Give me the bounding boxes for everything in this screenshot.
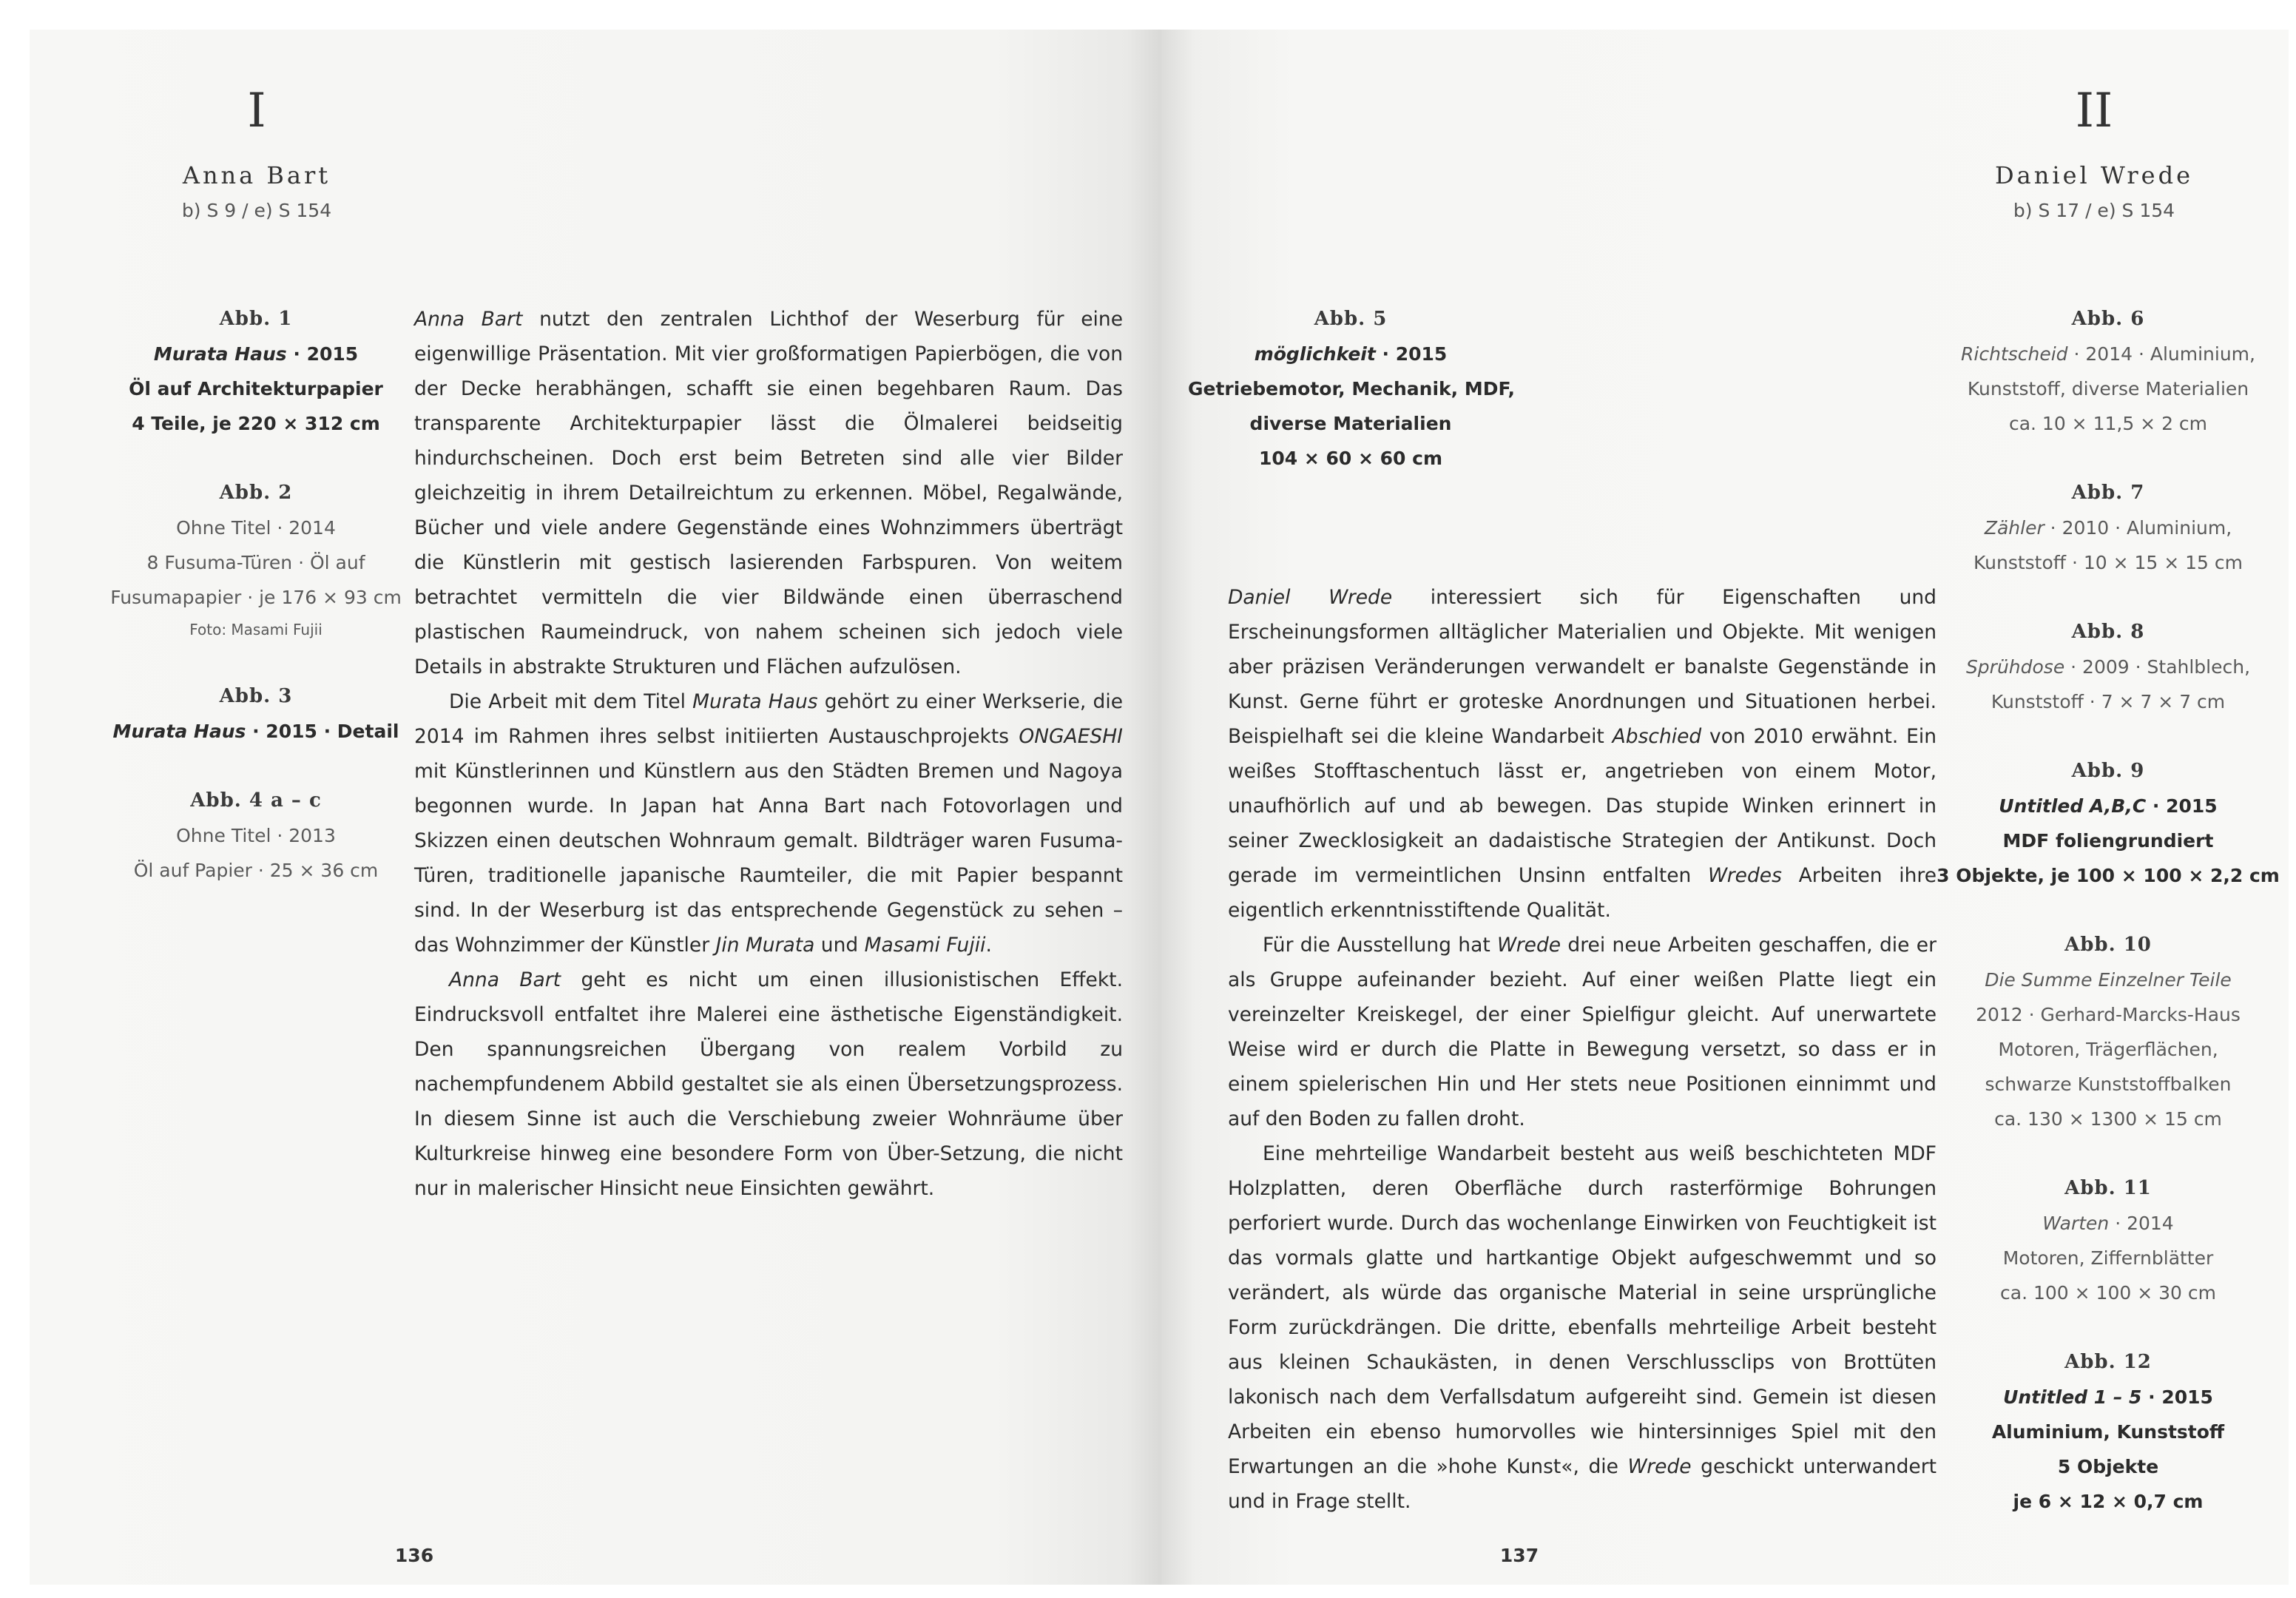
page-reference: b) S 9 / e) S 154: [181, 200, 332, 221]
caption-column: [93, 302, 419, 888]
artist-name: Anna Bart: [182, 161, 331, 189]
caption-line: Murata Haus · 2015 · Detail: [112, 721, 399, 742]
right-page: [1161, 30, 2289, 1585]
caption-spacer: [93, 644, 419, 679]
caption-work-title: Die Summe Einzelner Teile: [1985, 969, 2232, 991]
caption-line: ca. 100 × 100 × 30 cm: [2000, 1282, 2216, 1304]
chapter-numeral: II: [2075, 84, 2113, 138]
caption-line: Murata Haus · 2015: [153, 343, 359, 365]
caption-line: MDF foliengrundiert: [2002, 830, 2214, 852]
caption-title: Abb. 6: [2071, 308, 2145, 330]
caption-title: Abb. 4 a – c: [190, 789, 322, 812]
caption-work-title: Untitled 1 – 5: [2003, 1386, 2142, 1408]
caption-work-title: Murata Haus: [112, 721, 246, 742]
caption-title: Abb. 11: [2064, 1177, 2152, 1199]
caption-line: Getriebemotor, Mechanik, MDF,: [1188, 378, 1516, 400]
caption-line: Kunststoff · 10 × 15 × 15 cm: [1973, 552, 2243, 573]
italic-text: Daniel Wrede: [1228, 586, 1393, 609]
italic-text: Masami Fujii: [864, 934, 986, 957]
caption-title: Abb. 2: [219, 482, 293, 504]
caption-line: Warten · 2014: [2042, 1213, 2174, 1234]
caption-line: Motoren, Trägerflächen,: [1998, 1039, 2218, 1060]
caption-line: ca. 130 × 1300 × 15 cm: [1994, 1108, 2222, 1130]
caption-line: Ohne Titel · 2013: [176, 825, 336, 846]
caption-line: Motoren, Ziffernblätter: [2002, 1247, 2214, 1269]
caption-line: möglichkeit · 2015: [1254, 343, 1448, 365]
caption-line: Öl auf Papier · 25 × 36 cm: [133, 860, 379, 881]
page-number: 137: [1499, 1545, 1539, 1566]
paragraph: Daniel Wrede interessiert sich für Eigenschaften und Erscheinungsformen alltäglicher Materialien und Objekte. Mit wenigen aber präzisen Veränderungen verwandelt er banalste Gegenstände in Kunst. Gerne führt er groteske Anordnungen und Situationen herbei. Beispielhaft sei die kleine Wandarbeit Abschied von 2010 erwähnt. Ein weißes Stofftaschentuch lässt er, angetrieben von einem Motor, unaufhörlich auf und ab bewegen. Das stupide Winken erinnert in seiner Zwecklosigkeit an dadaistische Strategien der Antikunst. Doch gerade im vermeintlichen Unsinn entfalten Wredes Arbeiten ihre eigentlich erkenntnisstiftende Qualität.: [1228, 586, 1937, 922]
caption-spacer: [1931, 893, 2286, 928]
caption-title: Abb. 5: [1314, 308, 1388, 330]
italic-text: Wredes: [1708, 864, 1782, 887]
figure-caption: [1931, 754, 2286, 893]
caption-line: Foto: Masami Fujii: [189, 621, 323, 638]
caption-title: Abb. 10: [2064, 934, 2152, 956]
caption-spacer: [1931, 1310, 2286, 1345]
caption-line: Ohne Titel · 2014: [176, 517, 336, 539]
caption-line: Untitled A,B,C · 2015: [1999, 795, 2218, 817]
italic-text: Anna Bart: [449, 968, 561, 991]
caption-line: 8 Fusuma-Türen · Öl auf: [146, 552, 365, 573]
page-reference: b) S 17 / e) S 154: [2013, 200, 2175, 221]
figure-caption: [93, 476, 419, 644]
caption-line: Sprühdose · 2009 · Stahlblech,: [1965, 656, 2251, 678]
caption-spacer: [1931, 441, 2286, 476]
paragraph: Anna Bart geht es nicht um einen illusionistischen Effekt. Eindrucksvoll entfaltet ihre Malerei eine ästhetische Eigenständigkeit. Den spannungsreichen Übergang von realem Vorbild zu nachempfundenem Abbild gestaltet sie als einen Übersetzungsprozess. In diesem Sinne ist auch die Verschiebung zweier Wohnräume über Kulturkreise hinweg eine besondere Form von Über-Setzung, die nicht nur in malerischer Hinsicht neue Einsichten gewährt.: [414, 968, 1123, 1200]
caption-title: Abb. 12: [2064, 1351, 2152, 1373]
artist-name: Daniel Wrede: [1994, 161, 2194, 189]
figure-caption: [1931, 476, 2286, 580]
italic-text: Murata Haus: [692, 690, 818, 713]
caption-work-title: Richtscheid: [1961, 343, 2068, 365]
italic-text: Jin Murata: [715, 934, 815, 957]
caption-work-title: Murata Haus: [153, 343, 287, 365]
caption-line: Öl auf Architekturpapier: [129, 378, 383, 400]
figure-caption: [93, 783, 419, 888]
caption-title: Abb. 7: [2071, 482, 2145, 504]
caption-title: Abb. 1: [219, 308, 293, 330]
figure-caption: [1931, 1171, 2286, 1310]
caption-line: Kunststoff · 7 × 7 × 7 cm: [1991, 691, 2226, 712]
caption-line: diverse Materialien: [1249, 413, 1452, 434]
caption-work-title: Zähler: [1984, 517, 2045, 539]
paragraph: Eine mehrteilige Wandarbeit besteht aus weiß beschichteten MDF Holzplatten, deren Oberfläche durch rasterförmige Bohrungen perforiert wurde. Durch das wochenlange Einwirken von Feuchtigkeit ist das vormals glatte und hartkantige Objekt aufgeschwemmt und so verändert, als würde das organische Material in seine ursprüngliche Form zurückdrängen. Die dritte, ebenfalls mehrteilige Arbeit besteht aus kleinen Schaukästen, in denen Verschlussclips von Brottüten lakonisch nach dem Verfallsdatum aufgereiht sind. Gemein ist diesen Arbeiten ein ebenso humorvolles wie hintersinniges Spiel mit den Erwartungen an die »hohe Kunst«, die Wrede geschickt unterwandert und in Frage stellt.: [1228, 1142, 1937, 1513]
caption-line: Aluminium, Kunststoff: [1991, 1421, 2225, 1443]
caption-line: Richtscheid · 2014 · Aluminium,: [1961, 343, 2255, 365]
caption-column: [1931, 302, 2286, 1519]
caption-line: Kunststoff, diverse Materialien: [1967, 378, 2249, 400]
figure-caption: [93, 302, 419, 441]
chapter-numeral: I: [247, 84, 266, 138]
caption-work-title: Warten: [2042, 1213, 2110, 1234]
italic-text: Anna Bart: [414, 308, 523, 331]
left-page: [30, 30, 1161, 1585]
caption-line: Fusumapapier · je 176 × 93 cm: [110, 587, 402, 608]
italic-text: Abschied: [1612, 725, 1702, 748]
caption-line: Zähler · 2010 · Aluminium,: [1984, 517, 2232, 539]
caption-line: 3 Objekte, je 100 × 100 × 2,2 cm: [1937, 865, 2280, 886]
body-text: [1228, 580, 1937, 1519]
figure-caption: [1931, 302, 2286, 441]
body-text: [414, 302, 1123, 1206]
figure-caption: [1931, 928, 2286, 1136]
caption-work-title: Untitled A,B,C: [1999, 795, 2147, 817]
caption-line: je 6 × 12 × 0,7 cm: [2013, 1491, 2204, 1512]
caption-line: 2012 · Gerhard-Marcks-Haus: [1976, 1004, 2241, 1025]
paragraph: Die Arbeit mit dem Titel Murata Haus gehört zu einer Werkserie, die 2014 im Rahmen ihres selbst initiierten Austauschprojekts ONGAESHI mit Künstlerinnen und Künstlern aus den Städten Bremen und Nagoya begonnen wurde. In Japan hat Anna Bart nach Fotovorlagen und Skizzen einen deutschen Wohnraum gemalt. Bildträger waren Fusuma-Türen, traditionelle japanische Raumteiler, die mit Papier bespannt sind. In der Weserburg ist das entsprechende Gegenstück zu sehen – das Wohnzimmer der Künstler Jin Murata und Masami Fujii.: [414, 690, 1123, 957]
paragraph: Anna Bart nutzt den zentralen Lichthof der Weserburg für eine eigenwillige Präsentation. Mit vier großformatigen Papierbögen, die von der Decke herabhängen, schafft sie einen begehbaren Raum. Das transparente Architekturpapier lässt die Ölmalerei beidseitig hindurchscheinen. Doch erst beim Betreten sind alle vier Bilder gleichzeitig in ihrem Detailreichtum zu erkennen. Möbel, Regalwände, Bücher und viele andere Gegenstände eines Wohnzimmers überträgt die Künstlerin mit gestisch lasierenden Farbspuren. Von weitem betrachtet vermitteln die vier Bildwände einen überraschend plastischen Raumeindruck, von nahem scheinen sich jedoch viele Details in abstrakte Strukturen und Flächen aufzulösen.: [414, 308, 1124, 678]
caption-abb-5: [1188, 302, 1516, 476]
caption-work-title: Sprühdose: [1965, 656, 2065, 678]
page-number: 136: [394, 1545, 434, 1566]
paragraph: Für die Ausstellung hat Wrede drei neue Arbeiten geschaffen, die er als Gruppe aufeinander bezieht. Auf einer weißen Platte liegt ein vereinzelter Kreiskegel, der einer Spielfigur gleicht. Auf unerwartete Weise wird er durch die Platte in Bewegung versetzt, so dass er in einem spielerischen Hin und Her stets neue Positionen einnimmt und auf den Boden zu fallen droht.: [1228, 934, 1937, 1130]
figure-caption: [1931, 615, 2286, 719]
caption-line: 5 Objekte: [2057, 1456, 2159, 1477]
caption-line: 4 Teile, je 220 × 312 cm: [132, 413, 380, 434]
caption-title: Abb. 8: [2071, 621, 2145, 643]
caption-line: ca. 10 × 11,5 × 2 cm: [2008, 413, 2208, 434]
caption-line: Untitled 1 – 5 · 2015: [2003, 1386, 2213, 1408]
figure-caption: [1188, 302, 1516, 476]
caption-line: [1931, 962, 2286, 997]
italic-text: ONGAESHI: [1019, 725, 1123, 748]
caption-work-title: möglichkeit: [1254, 343, 1376, 365]
caption-spacer: [1931, 719, 2286, 754]
italic-text: Wrede: [1497, 934, 1561, 957]
figure-caption: [93, 679, 419, 749]
caption-title: Abb. 3: [219, 685, 293, 707]
caption-spacer: [93, 749, 419, 783]
figure-caption: [1931, 1345, 2286, 1519]
caption-title: Abb. 9: [2071, 760, 2145, 782]
caption-spacer: [93, 441, 419, 476]
italic-text: Wrede: [1627, 1455, 1692, 1478]
caption-spacer: [1931, 1136, 2286, 1171]
caption-line: 104 × 60 × 60 cm: [1258, 448, 1443, 469]
caption-spacer: [1931, 580, 2286, 615]
caption-line: schwarze Kunststoffbalken: [1985, 1073, 2232, 1095]
